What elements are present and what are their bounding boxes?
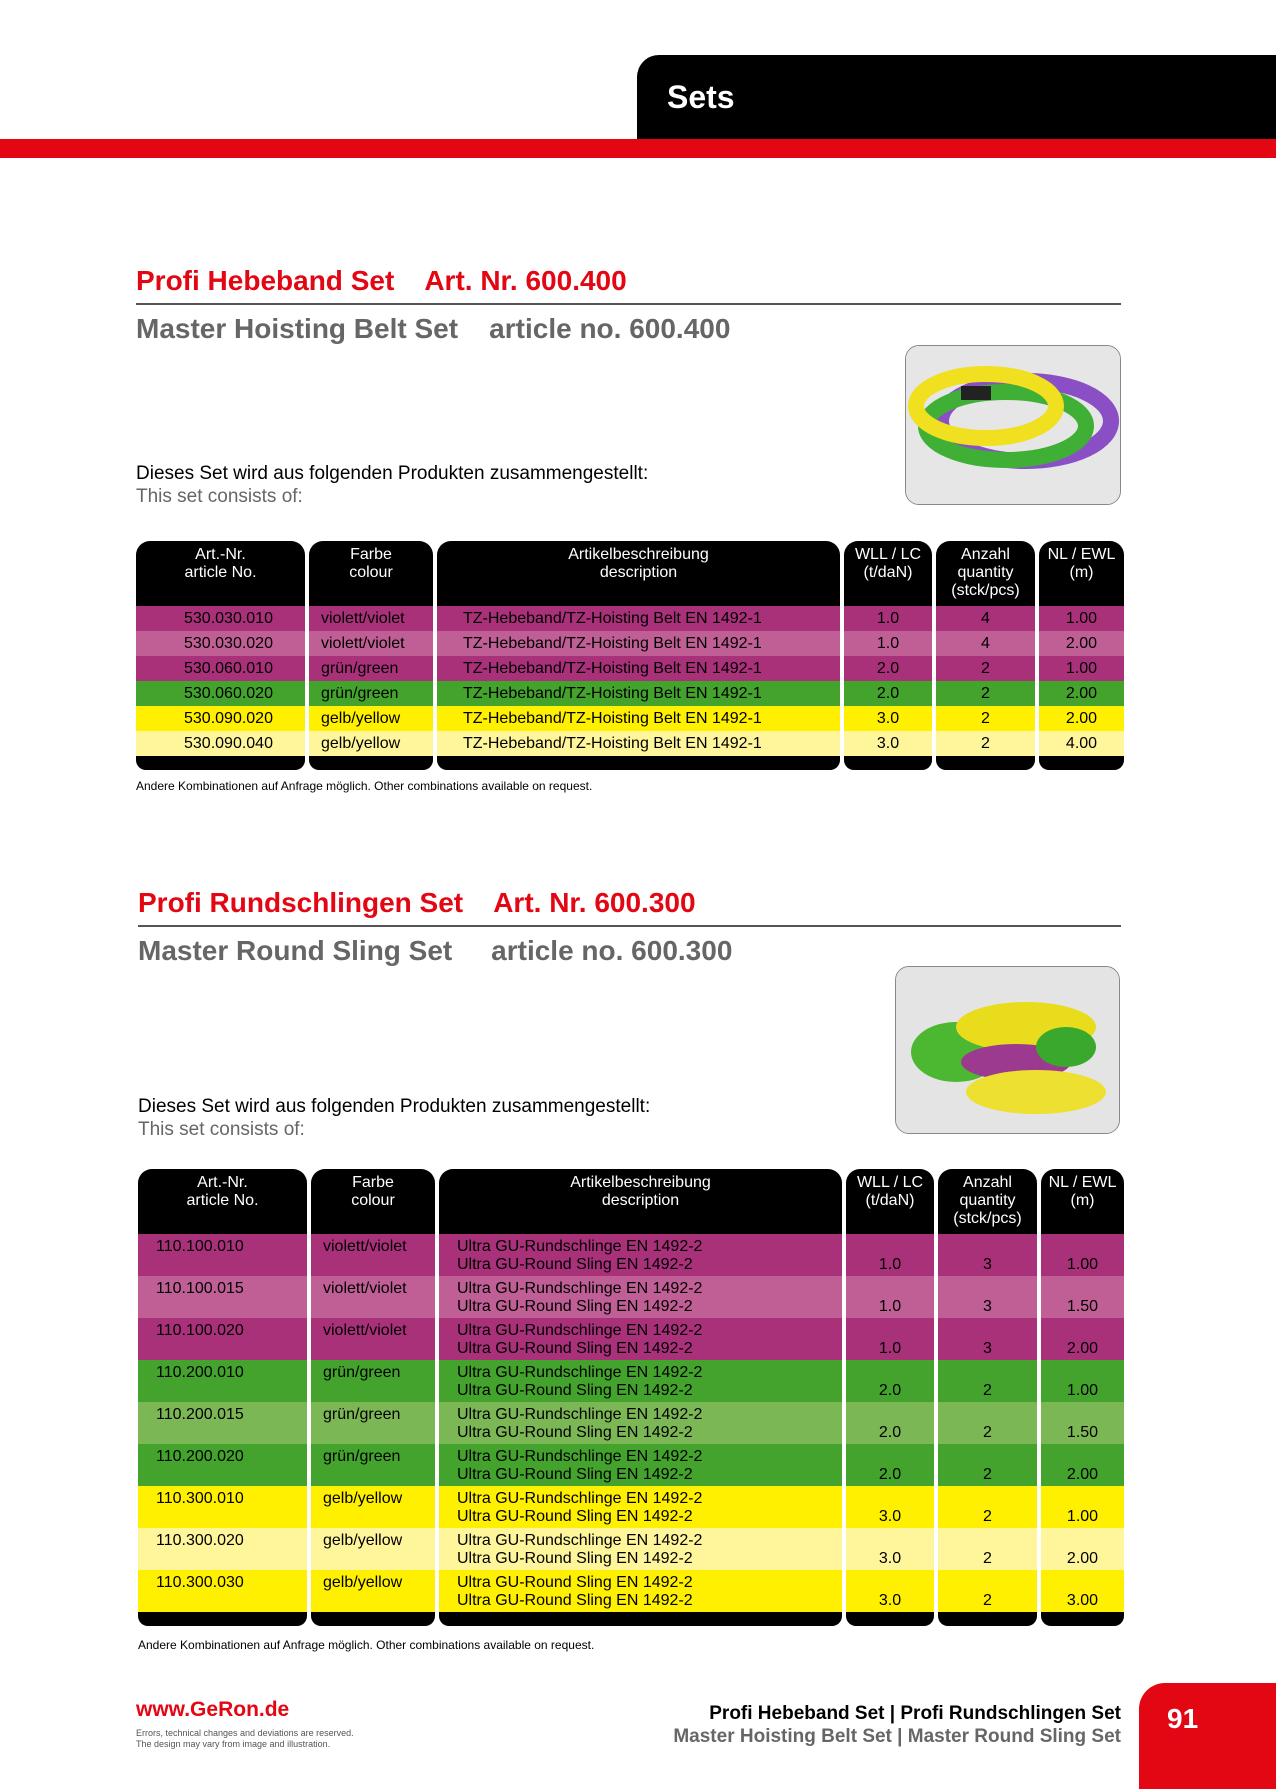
quantity-cell: 2	[938, 1444, 1037, 1486]
length-cell: 1.00	[1039, 656, 1124, 681]
section2-intro-en: This set consists of:	[138, 1119, 305, 1140]
section2-title-de: Profi Rundschlingen Set Art. Nr. 600.300	[138, 887, 696, 918]
description-line-en: Ultra GU-Round Sling EN 1492-2	[457, 1340, 693, 1357]
description-line-de: Ultra GU-Rundschlinge EN 1492-2	[457, 1364, 703, 1381]
description-cell	[439, 1444, 842, 1486]
table-footer-cell	[437, 756, 840, 770]
footer-title-en	[673, 1726, 1121, 1748]
description-line-de: Ultra GU-Rundschlinge EN 1492-2	[457, 1532, 703, 1549]
section2-title-en: Master Round Sling Set article no. 600.300	[138, 935, 733, 966]
description-line-en: Ultra GU-Round Sling EN 1492-2	[457, 1592, 693, 1609]
quantity-cell: 2	[936, 656, 1035, 681]
description-cell: TZ-Hebeband/TZ-Hoisting Belt EN 1492-1	[437, 681, 840, 706]
description-cell	[439, 1318, 842, 1360]
footer-disclaimer-line2: The design may vary from image and illustration.	[136, 1739, 331, 1749]
colour-cell: violett/violet	[311, 1234, 435, 1276]
wll-cell: 2.0	[844, 681, 932, 706]
description-line-en: Ultra GU-Round Sling EN 1492-2	[457, 1256, 693, 1273]
footer-disclaimer-line1: Errors, technical changes and deviations are reserved.	[136, 1728, 354, 1738]
table-row	[138, 1486, 1124, 1528]
table-row	[136, 631, 1124, 656]
colour-cell: violett/violet	[309, 606, 433, 631]
table-row	[138, 1570, 1124, 1612]
wll-cell: 1.0	[844, 631, 932, 656]
col-header-quantity: Anzahl quantity (stck/pcs)	[936, 541, 1035, 606]
section2-rule	[138, 925, 1121, 927]
article-number-cell: 530.090.040	[136, 731, 305, 756]
quantity-cell: 3	[938, 1276, 1037, 1318]
article-number-cell: 110.100.020	[138, 1318, 307, 1360]
wll-cell: 1.0	[846, 1276, 934, 1318]
quantity-cell: 2	[938, 1486, 1037, 1528]
section2-table	[134, 1169, 1128, 1626]
section1-intro-de: Dieses Set wird aus folgenden Produkten zusammengestellt:	[136, 463, 649, 484]
colour-cell: gelb/yellow	[311, 1570, 435, 1612]
description-cell	[439, 1360, 842, 1402]
colour-cell: gelb/yellow	[311, 1528, 435, 1570]
quantity-cell: 2	[938, 1570, 1037, 1612]
quantity-cell: 2	[938, 1402, 1037, 1444]
section1-title-en: Master Hoisting Belt Set article no. 600.400	[136, 313, 731, 344]
length-cell: 1.50	[1041, 1402, 1124, 1444]
table-row	[138, 1402, 1124, 1444]
table-row	[138, 1360, 1124, 1402]
article-number-cell: 110.300.030	[138, 1570, 307, 1612]
table-footer-cell	[311, 1612, 435, 1626]
header-red-bar	[0, 139, 1276, 158]
length-cell: 2.00	[1041, 1528, 1124, 1570]
length-cell: 1.00	[1041, 1360, 1124, 1402]
colour-cell: grün/green	[311, 1402, 435, 1444]
table-row	[138, 1528, 1124, 1570]
section1-title-de: Profi Hebeband Set Art. Nr. 600.400	[136, 265, 627, 296]
round-sling-photo	[895, 966, 1120, 1134]
description-line-en: Ultra GU-Round Sling EN 1492-2	[457, 1382, 693, 1399]
wll-cell: 2.0	[846, 1444, 934, 1486]
quantity-cell: 3	[938, 1234, 1037, 1276]
description-cell	[439, 1528, 842, 1570]
article-number-cell: 530.030.020	[136, 631, 305, 656]
quantity-cell: 2	[936, 731, 1035, 756]
section1-intro-en: This set consists of:	[136, 486, 303, 507]
wll-cell: 3.0	[844, 731, 932, 756]
colour-cell: violett/violet	[309, 631, 433, 656]
section2-intro-de: Dieses Set wird aus folgenden Produkten zusammengestellt:	[138, 1096, 651, 1117]
table-row	[138, 1444, 1124, 1486]
length-cell: 1.00	[1041, 1234, 1124, 1276]
colour-cell: grün/green	[309, 656, 433, 681]
section-tab-title: Sets	[667, 79, 735, 115]
quantity-cell: 2	[936, 681, 1035, 706]
description-line-de: Ultra GU-Round Sling EN 1492-2	[457, 1574, 693, 1591]
description-cell: TZ-Hebeband/TZ-Hoisting Belt EN 1492-1	[437, 606, 840, 631]
section-round-sling-set	[138, 887, 1121, 967]
description-cell	[439, 1486, 842, 1528]
article-number-cell: 110.300.020	[138, 1528, 307, 1570]
table-footer-cell	[844, 756, 932, 770]
wll-cell: 1.0	[846, 1318, 934, 1360]
table-row	[138, 1318, 1124, 1360]
table-footer-cell	[439, 1612, 842, 1626]
wll-cell: 1.0	[846, 1234, 934, 1276]
article-number-cell: 110.200.020	[138, 1444, 307, 1486]
article-number-cell: 110.200.010	[138, 1360, 307, 1402]
description-line-de: Ultra GU-Rundschlinge EN 1492-2	[457, 1280, 703, 1297]
footer-website-link[interactable]: www.GeRon.de	[136, 1698, 290, 1721]
colour-cell: grün/green	[311, 1360, 435, 1402]
article-number-cell: 530.060.010	[136, 656, 305, 681]
description-line-de: Ultra GU-Rundschlinge EN 1492-2	[457, 1406, 703, 1423]
colour-cell: gelb/yellow	[309, 731, 433, 756]
article-number-cell: 110.300.010	[138, 1486, 307, 1528]
wll-cell: 3.0	[846, 1486, 934, 1528]
colour-cell: violett/violet	[311, 1318, 435, 1360]
article-number-cell: 110.100.015	[138, 1276, 307, 1318]
section1-rule	[136, 303, 1121, 305]
wll-cell: 2.0	[846, 1402, 934, 1444]
page-number: 91	[1167, 1703, 1199, 1734]
article-number-cell: 110.200.015	[138, 1402, 307, 1444]
footer-title-de	[709, 1703, 1121, 1725]
footer-title-de-text: Profi Hebeband Set | Profi Rundschlingen Set	[709, 1703, 1121, 1724]
description-cell	[439, 1234, 842, 1276]
col-header-colour: Farbe colour	[311, 1169, 435, 1234]
description-line-de: Ultra GU-Rundschlinge EN 1492-2	[457, 1322, 703, 1339]
table-footer-cell	[936, 756, 1035, 770]
table-footer-cell	[846, 1612, 934, 1626]
colour-cell: grün/green	[311, 1444, 435, 1486]
col-header-description: Artikelbeschreibung description	[437, 541, 840, 606]
section1-table	[132, 541, 1128, 770]
page-number-tab	[1139, 1683, 1276, 1789]
table-row	[136, 731, 1124, 756]
length-cell: 2.00	[1039, 631, 1124, 656]
table-footer-row	[138, 1612, 1124, 1626]
length-cell: 1.00	[1041, 1486, 1124, 1528]
table-footer-cell	[138, 1612, 307, 1626]
section-hoisting-belt-set	[136, 265, 1121, 345]
wll-cell: 2.0	[844, 656, 932, 681]
description-line-en: Ultra GU-Round Sling EN 1492-2	[457, 1424, 693, 1441]
description-line-de: Ultra GU-Rundschlinge EN 1492-2	[457, 1448, 703, 1465]
article-number-cell: 530.060.020	[136, 681, 305, 706]
col-header-quantity: Anzahl quantity (stck/pcs)	[938, 1169, 1037, 1234]
wll-cell: 3.0	[844, 706, 932, 731]
colour-cell: gelb/yellow	[311, 1486, 435, 1528]
wll-cell: 3.0	[846, 1528, 934, 1570]
col-header-art: Art.-Nr. article No.	[138, 1169, 307, 1234]
description-cell	[439, 1570, 842, 1612]
length-cell: 2.00	[1041, 1318, 1124, 1360]
quantity-cell: 3	[938, 1318, 1037, 1360]
description-cell	[439, 1402, 842, 1444]
table-row	[138, 1234, 1124, 1276]
section-tab	[637, 55, 1276, 139]
col-header-wll: WLL / LC (t/daN)	[844, 541, 932, 606]
description-line-de: Ultra GU-Rundschlinge EN 1492-2	[457, 1238, 703, 1255]
description-line-en: Ultra GU-Round Sling EN 1492-2	[457, 1466, 693, 1483]
description-line-en: Ultra GU-Round Sling EN 1492-2	[457, 1508, 693, 1525]
quantity-cell: 4	[936, 606, 1035, 631]
description-cell: TZ-Hebeband/TZ-Hoisting Belt EN 1492-1	[437, 706, 840, 731]
footer-title-en-text: Master Hoisting Belt Set | Master Round Sling Set	[673, 1726, 1121, 1747]
length-cell: 2.00	[1041, 1444, 1124, 1486]
col-header-length: NL / EWL (m)	[1041, 1169, 1124, 1234]
article-number-cell: 530.090.020	[136, 706, 305, 731]
article-number-cell: 530.030.010	[136, 606, 305, 631]
quantity-cell: 2	[938, 1528, 1037, 1570]
length-cell: 2.00	[1039, 681, 1124, 706]
length-cell: 2.00	[1039, 706, 1124, 731]
colour-cell: violett/violet	[311, 1276, 435, 1318]
description-line-de: Ultra GU-Rundschlinge EN 1492-2	[457, 1490, 703, 1507]
table-row	[136, 681, 1124, 706]
table-footer-cell	[136, 756, 305, 770]
quantity-cell: 4	[936, 631, 1035, 656]
article-number-cell: 110.100.010	[138, 1234, 307, 1276]
colour-cell: grün/green	[309, 681, 433, 706]
wll-cell: 3.0	[846, 1570, 934, 1612]
col-header-length: NL / EWL (m)	[1039, 541, 1124, 606]
table-footer-cell	[1041, 1612, 1124, 1626]
table-row	[138, 1276, 1124, 1318]
length-cell: 3.00	[1041, 1570, 1124, 1612]
hoisting-belt-photo	[905, 345, 1121, 505]
wll-cell: 2.0	[846, 1360, 934, 1402]
col-header-description: Artikelbeschreibung description	[439, 1169, 842, 1234]
col-header-art: Art.-Nr. article No.	[136, 541, 305, 606]
table-footer-row	[136, 756, 1124, 770]
colour-cell: gelb/yellow	[309, 706, 433, 731]
description-line-en: Ultra GU-Round Sling EN 1492-2	[457, 1550, 693, 1567]
col-header-wll: WLL / LC (t/daN)	[846, 1169, 934, 1234]
length-cell: 1.00	[1039, 606, 1124, 631]
length-cell: 4.00	[1039, 731, 1124, 756]
description-line-en: Ultra GU-Round Sling EN 1492-2	[457, 1298, 693, 1315]
table-row	[136, 706, 1124, 731]
quantity-cell: 2	[936, 706, 1035, 731]
table-footer-cell	[1039, 756, 1124, 770]
col-header-colour: Farbe colour	[309, 541, 433, 606]
section1-note: Andere Kombinationen auf Anfrage möglich. Other combinations available on request.	[136, 779, 593, 793]
section2-note: Andere Kombinationen auf Anfrage möglich. Other combinations available on request.	[138, 1638, 595, 1652]
table-footer-cell	[938, 1612, 1037, 1626]
quantity-cell: 2	[938, 1360, 1037, 1402]
length-cell: 1.50	[1041, 1276, 1124, 1318]
description-cell: TZ-Hebeband/TZ-Hoisting Belt EN 1492-1	[437, 631, 840, 656]
description-cell: TZ-Hebeband/TZ-Hoisting Belt EN 1492-1	[437, 656, 840, 681]
table-row	[136, 606, 1124, 631]
description-cell: TZ-Hebeband/TZ-Hoisting Belt EN 1492-1	[437, 731, 840, 756]
footer-disclaimer	[136, 1728, 354, 1750]
table-footer-cell	[309, 756, 433, 770]
wll-cell: 1.0	[844, 606, 932, 631]
description-cell	[439, 1276, 842, 1318]
table-row	[136, 656, 1124, 681]
